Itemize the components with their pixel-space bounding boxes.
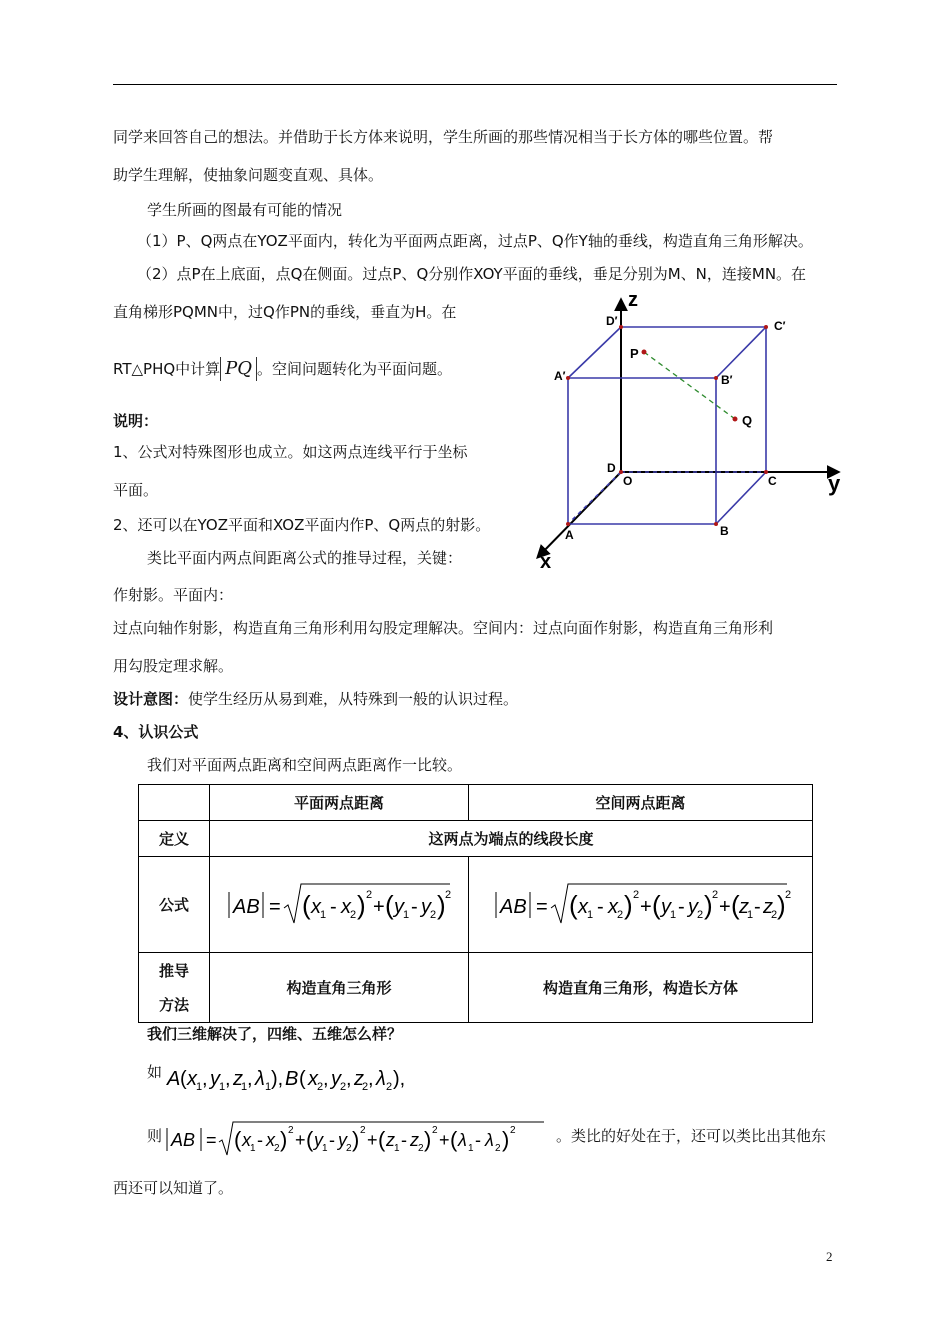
svg-text:2: 2 — [696, 908, 703, 921]
definition-value: 这两点为端点的线段长度 — [210, 821, 813, 857]
svg-text:): ) — [703, 889, 713, 920]
svg-text:=: = — [535, 895, 548, 918]
row-label-definition: 定义 — [139, 821, 210, 857]
header-rule — [113, 84, 837, 85]
para-line: （2）点P在上底面，点Q在侧面。过点P、Q分别作XOY平面的垂线，垂足分别为M、N，连接MN。在 — [137, 265, 807, 283]
note-1b: 平面。 — [113, 481, 159, 499]
svg-text:x: x — [577, 895, 588, 918]
svg-text:1: 1 — [241, 1081, 248, 1093]
svg-text:,: , — [247, 1068, 253, 1090]
rt-label: RT△PHQ中计算 — [113, 360, 221, 378]
svg-text:(: ( — [651, 889, 661, 920]
label-q: Q — [742, 413, 753, 428]
svg-text:1: 1 — [669, 908, 676, 921]
vertex-c1 — [764, 325, 768, 329]
svg-text:2: 2 — [430, 908, 437, 921]
question-dimensions: 我们三维解决了，四维、五维怎么样？ — [147, 1025, 403, 1043]
svg-text:-: - — [596, 895, 604, 918]
para-line: 直角梯形PQMN中，过Q作PN的垂线，垂直为H。在 — [113, 303, 457, 321]
svg-text:AB: AB — [499, 895, 527, 918]
svg-text:-: - — [475, 1130, 481, 1150]
formula-4d — [164, 1118, 556, 1158]
para-line-pq — [113, 356, 452, 382]
svg-text:2: 2 — [362, 1081, 369, 1093]
svg-text:z: z — [354, 1068, 364, 1090]
svg-text:): ) — [280, 1127, 288, 1152]
svg-text:y: y — [210, 1068, 220, 1090]
svg-text:): ) — [352, 1127, 360, 1152]
analogy-4: 用勾股定理求解。 — [113, 657, 234, 675]
table-row — [139, 953, 813, 1023]
svg-text:2: 2 — [288, 1125, 294, 1136]
svg-text:-: - — [329, 1130, 335, 1150]
compare-intro: 我们对平面两点距离和空间两点距离作一比较。 — [147, 756, 463, 774]
svg-text:): ) — [776, 889, 786, 920]
formula-space-graphic — [491, 878, 791, 928]
svg-text:1: 1 — [250, 1143, 256, 1154]
vertex-d1 — [619, 325, 623, 329]
label-y: y — [828, 471, 841, 496]
note-title: 说明： — [113, 412, 159, 430]
svg-text:1: 1 — [746, 908, 753, 921]
page-number: 2 — [826, 1249, 833, 1264]
table-row — [139, 785, 813, 821]
svg-text:λ: λ — [255, 1068, 265, 1090]
label-c: C — [768, 474, 777, 488]
row-label-method-1: 推导 — [158, 961, 189, 980]
svg-text:y: y — [331, 1068, 341, 1090]
svg-text:A: A — [167, 1068, 181, 1090]
svg-text:B: B — [285, 1068, 299, 1090]
svg-text:2: 2 — [784, 888, 791, 901]
note-1: 1、公式对特殊图形也成立。如这两点连线平行于坐标 — [113, 443, 468, 461]
svg-text:x: x — [311, 895, 321, 918]
label-p: P — [630, 346, 639, 361]
ru-label: 如 — [147, 1063, 163, 1081]
svg-text:(: ( — [378, 1127, 386, 1152]
svg-text:(: ( — [450, 1127, 458, 1152]
design-text: 使学生经历从易到难，从特殊到一般的认识过程。 — [188, 690, 519, 708]
tail-text-2: 西还可以知道了。 — [113, 1179, 234, 1197]
para-line: 学生所画的图最有可能的情况 — [147, 201, 343, 219]
label-a: A — [565, 528, 574, 542]
svg-text:(: ( — [234, 1127, 242, 1152]
header-plane: 平面两点距离 — [210, 785, 469, 821]
svg-text:,: , — [323, 1068, 329, 1090]
svg-text:1: 1 — [468, 1143, 474, 1154]
svg-text:2: 2 — [616, 908, 623, 921]
svg-text:AB: AB — [233, 895, 260, 918]
tail-text-1: 。类比的好处在于，还可以类比出其他东 — [556, 1127, 827, 1145]
svg-text:,: , — [225, 1068, 231, 1090]
svg-text:(: ( — [306, 1127, 314, 1152]
vertex-a1 — [566, 376, 570, 380]
svg-text:-: - — [257, 1130, 263, 1150]
label-z: z — [628, 292, 638, 311]
table-corner — [139, 785, 210, 821]
svg-text:,: , — [202, 1068, 208, 1090]
method-plane: 构造直角三角形 — [210, 953, 469, 1023]
svg-text:+: + — [367, 1130, 378, 1150]
svg-text:1: 1 — [219, 1081, 226, 1093]
vertex-b — [714, 522, 718, 526]
svg-text:z: z — [738, 895, 749, 918]
label-b: B — [720, 524, 729, 538]
label-x: x — [540, 551, 552, 572]
rt-suffix: 。空间问题转化为平面问题。 — [257, 360, 453, 378]
svg-text:+: + — [439, 1130, 450, 1150]
svg-text:): ) — [437, 889, 446, 920]
svg-text:-: - — [330, 895, 337, 918]
para-line: 同学来回答自己的想法。并借助于长方体来说明，学生所画的那些情况相当于长方体的哪些位置。帮 — [113, 128, 774, 146]
label-d: D — [607, 461, 616, 475]
svg-text:1: 1 — [322, 1143, 328, 1154]
vertex-b1 — [714, 376, 718, 380]
svg-text:x: x — [308, 1068, 318, 1090]
svg-text:): ) — [623, 889, 633, 920]
svg-text:x: x — [341, 895, 351, 918]
svg-text:y: y — [394, 895, 404, 918]
section-heading: 4、认识公式 — [113, 723, 199, 741]
para-line: （1）P、Q两点在YOZ平面内，转化为平面两点距离，过点P、Q作Y轴的垂线，构造直角三角形解决。 — [137, 232, 813, 250]
svg-text:+: + — [639, 895, 652, 918]
svg-text:z: z — [233, 1068, 243, 1090]
vertex-a — [566, 522, 570, 526]
svg-text:2: 2 — [510, 1125, 516, 1136]
svg-text:λ: λ — [485, 1130, 494, 1150]
svg-text:y: y — [660, 895, 671, 918]
svg-text:-: - — [753, 895, 761, 918]
svg-text:1: 1 — [196, 1081, 203, 1093]
svg-text:(: ( — [299, 1068, 306, 1090]
header-space: 空间两点距离 — [469, 785, 813, 821]
cuboid-diagram — [530, 292, 850, 572]
svg-text:x: x — [242, 1130, 251, 1150]
svg-text:,: , — [346, 1068, 352, 1090]
svg-text:2: 2 — [770, 908, 777, 921]
svg-text:λ: λ — [458, 1130, 467, 1150]
para-line: 助学生理解，使抽象问题变直观、具体。 — [113, 166, 384, 184]
svg-text:x: x — [187, 1068, 197, 1090]
point-q — [733, 417, 738, 422]
label-b1: B′ — [721, 373, 733, 387]
svg-text:1: 1 — [265, 1081, 272, 1093]
svg-text:(: ( — [730, 889, 740, 920]
analogy-3: 过点向轴作射影，构造直角三角形利用勾股定理解决。空间内：过点向面作射影，构造直角三角形利 — [113, 619, 774, 637]
svg-text:1: 1 — [394, 1143, 400, 1154]
svg-text:z: z — [410, 1130, 419, 1150]
method-space: 构造直角三角形，构造长方体 — [469, 953, 813, 1023]
svg-text:(: ( — [180, 1068, 187, 1090]
hidden-edges — [568, 472, 766, 524]
svg-text:2: 2 — [632, 888, 639, 901]
comparison-table — [138, 784, 813, 1023]
svg-text:2: 2 — [317, 1081, 324, 1093]
design-label: 设计意图： — [113, 690, 189, 708]
table-row — [139, 857, 813, 953]
svg-text:y: y — [687, 895, 698, 918]
table-row — [139, 821, 813, 857]
svg-text:2: 2 — [366, 888, 373, 901]
row-label-method — [139, 953, 210, 1023]
svg-text:2: 2 — [386, 1081, 393, 1093]
svg-text:1: 1 — [320, 908, 327, 921]
svg-text:+: + — [295, 1130, 306, 1150]
svg-text:2: 2 — [340, 1081, 347, 1093]
svg-text:2: 2 — [445, 888, 452, 901]
svg-text:): ) — [357, 889, 366, 920]
pq-abs: PQ — [220, 357, 257, 381]
svg-text:2: 2 — [711, 888, 718, 901]
svg-text:),: ), — [393, 1068, 406, 1090]
svg-text:(: ( — [568, 889, 578, 920]
svg-text:,: , — [368, 1068, 374, 1090]
label-c1: C′ — [774, 319, 786, 333]
points-ab — [165, 1060, 435, 1094]
formula-space — [469, 857, 813, 953]
label-o: O — [623, 474, 633, 488]
point-p — [642, 350, 647, 355]
svg-text:=: = — [269, 895, 281, 918]
ze-label: 则 — [147, 1127, 163, 1145]
svg-text:z: z — [762, 895, 773, 918]
svg-text:2: 2 — [495, 1143, 501, 1154]
row-label-formula: 公式 — [139, 857, 210, 953]
svg-text:+: + — [718, 895, 731, 918]
note-2: 2、还可以在YOZ平面和XOZ平面内作P、Q两点的射影。 — [113, 516, 491, 534]
formula-plane-graphic — [224, 878, 454, 928]
design-intent — [113, 689, 518, 709]
svg-text:x: x — [607, 895, 618, 918]
label-a1: A′ — [554, 369, 566, 383]
svg-text:2: 2 — [346, 1143, 352, 1154]
svg-text:2: 2 — [350, 908, 357, 921]
svg-text:x: x — [266, 1130, 275, 1150]
label-d1: D′ — [606, 314, 618, 328]
svg-text:y: y — [338, 1130, 347, 1150]
svg-text:1: 1 — [403, 908, 410, 921]
svg-text:2: 2 — [432, 1125, 438, 1136]
svg-text:=: = — [206, 1130, 217, 1150]
analogy-1: 类比平面内两点间距离公式的推导过程，关键： — [147, 549, 463, 567]
svg-text:2: 2 — [360, 1125, 366, 1136]
row-label-method-2: 方法 — [158, 995, 189, 1014]
svg-text:-: - — [677, 895, 685, 918]
svg-text:+: + — [373, 895, 385, 918]
svg-text:-: - — [411, 895, 418, 918]
svg-text:2: 2 — [274, 1143, 280, 1154]
svg-text:),: ), — [271, 1068, 284, 1090]
svg-text:(: ( — [385, 889, 394, 920]
svg-text:y: y — [421, 895, 431, 918]
svg-text:AB: AB — [171, 1130, 196, 1150]
svg-text:-: - — [401, 1130, 407, 1150]
svg-text:1: 1 — [586, 908, 593, 921]
formula-plane — [210, 857, 469, 953]
svg-text:): ) — [502, 1127, 510, 1152]
svg-text:z: z — [386, 1130, 395, 1150]
svg-text:(: ( — [302, 889, 311, 920]
svg-text:y: y — [314, 1130, 323, 1150]
svg-text:λ: λ — [376, 1068, 386, 1090]
analogy-2: 作射影。平面内： — [113, 586, 234, 604]
svg-text:): ) — [424, 1127, 432, 1152]
svg-text:2: 2 — [418, 1143, 424, 1154]
